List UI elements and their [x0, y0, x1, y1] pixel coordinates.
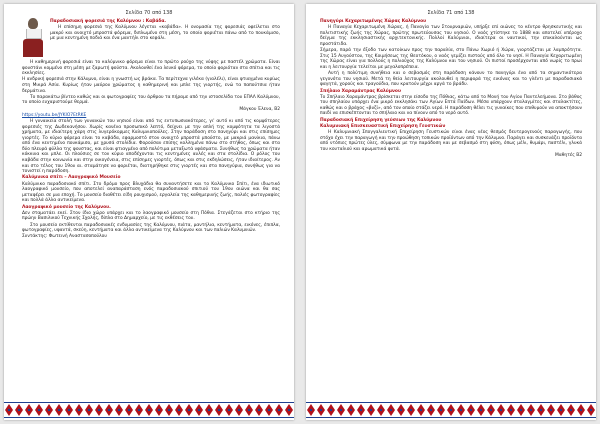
video-link[interactable]: https://youtu.be/JYKIO7EtRKE [22, 112, 87, 118]
border-dot [48, 409, 50, 411]
sub-heading: Καλυμνιακή Επισκευαστική Επιχείρηση Γευστικών [320, 123, 446, 129]
paragraph: Η Παναγία Κεχαριτωμένη Χώρας, ή Παναγία των Στουρναριών, υπήρξε επί αιώνες το κέντρο θρησκευτικής και πολιτιστικής ζωής της Χώρας, πρώτης πρωτεύουσας του νησιού. Ο ναός χτίστηκε το 1888 και αποτελεί υπέροχο δείγμα της εκκλησιαστικής αρχιτεκτονικής. Πολλοί Καλύμνιοι, ιδιαίτερα οι ναυτικοί, την επικαλούνται ως προστάτιδα. [320, 25, 582, 47]
page-number: Σελίδα 71 από 138 [427, 10, 475, 16]
paragraph: Η καθημερινή φορεσιά είναι το καλύμνικο φόρεμα είναι το πρώτο ρούχο της νύφης με παστέλ χρώματα. Είναι φουστάνι κομμένο στη μέση με ζαρωτή φούστα. Ακολουθεί ένα λευκό φόρεμα, το οποίο φοριόταν στα σπίτια και τις εκκλησίες. [22, 60, 280, 77]
author: Μαθητές Β2 [555, 153, 582, 158]
border-dot [88, 409, 90, 411]
paragraph: Η Καλυμνιακή Σπογγαλιευτική Επιχείρηση Γευστικών είναι ένας νέος θεσμός δευτερογενούς παραγωγής, που στόχο έχει την παραγωγή και την προώθηση τοπικών προϊόντων από την Κάλυμνο. Παράγει και συσκευάζει προϊόντα από ντόπιες πρώτες ύλες, σύμφωνα με την παράδοση και με σεβασμό στη φύση, όπως μέλι, θυμάρι, παστέλι, γλυκά του κουταλιού και αρωματικά φυτά. [320, 130, 582, 152]
border-dot [410, 409, 412, 411]
paragraph: Η επίσημη φορεσιά της Καλύμνου λέγεται «καβάδα». Η ονομασία της φορεσιάς οφείλεται στο μακρύ και ανοιχτό μπροστά φόρεμα, διπλωμένο στη μέση, το οποίο φοριέται πάνω από το πουκάμισο, με μια κεντημένη ποδιά και ένα μαντήλι στο κεφάλι. [50, 25, 280, 42]
border-dot [258, 409, 260, 411]
border-dot [470, 409, 472, 411]
border-dot [490, 409, 492, 411]
border-dot [520, 409, 522, 411]
left-header-block [50, 19, 280, 43]
paragraph: Αυτή η πολύτιμη συνήθεια και ο σεβασμός στη παράδοση κάνουν το πανηγύρι ένα από τα σημαντικότερα γεγονότα του νησιού. Μετά τη θεία λειτουργία ακολουθεί η περιφορά της εικόνας και το γλέντι με παραδοσιακά φαγητά, χορούς και τραγούδια, που κρατούν μέχρι αργά το βράδυ. [320, 71, 582, 88]
border-dot [510, 409, 512, 411]
border-dot [560, 409, 562, 411]
border-dot [580, 409, 582, 411]
border-dot [118, 409, 120, 411]
paragraph: Σήμερα, παρά την έξοδο των κατοίκων προς την παραλία, στο Πάνω Χωριό ή Χώρα, γιορτάζεται με λαμπρότητα. Στις 15 Αυγούστου, της Κοιμήσεως της Θεοτόκου, ο ναός γεμίζει πιστούς από όλο το νησί. Η Παναγία Κεχαριτωμένη της Χώρας είναι για πολλούς η πολιούχος της Καλύμνου και του νησιού. Οι πιστοί προσέρχονται από νωρίς το πρωί και η λειτουργία τελείται με μεγαλοπρέπεια. [320, 48, 582, 70]
border-dot [248, 409, 250, 411]
sub-heading: Σπήλαιο Χαραμάντρας Καλύμνου [320, 88, 401, 94]
article-heading: Πανηγύρι Κεχαριτωμένης Χώρας Καλύμνου [320, 19, 427, 24]
border-dot [420, 409, 422, 411]
border-dot [288, 409, 290, 411]
paragraph: Το Σπήλαιο Χαραμάντρας βρίσκεται στην είσοδο της Πόθιας, κάτω από το Μονή του Αγίου Παντελεήμονα. Στο βάθος του σπηλαίου υπάρχει ένα μικρό εκκλησάκι των Αγίων Επτά Παίδων. Μέσα υπάρχουν σταλαγμίτες και σταλακτίτες, καθώς και ο βράχος «βυζί», από τον οποίο στάζει νερό. Η παράδοση θέλει τις γυναίκες που επιθυμούν να αποκτήσουν παιδί να επισκέπτονται το σπήλαιο και να πίνουν από το νερό αυτό. [320, 94, 582, 117]
border-dot [58, 409, 60, 411]
border-dot [158, 409, 160, 411]
paragraph: Η γυναικεία στολή των γυναικών του νησιού είναι από τις εντυπωσιακότερες, γι' αυτό κι από τις κομψότερες φορεσιές της Δωδεκανήσου. Χωρίς κανένα προσωπικό λεπτό, δείχνει με την απλή της κομψότητα τα λιγοστά χρήματα, με ιδιαίτερη χάρη στις λυγερόκορμες Καλυμνιοπούλες. Στην παράδοση στο πανηγύρι και στις επίσημες γιορτές. Το κύριο φόρεμα είναι το καβάδα, εφαρμοστό στον ανοιχτό μπροστά μπούστο, με μακριά μανίκια, πάνω από ένα κεντημένο πουκάμισο, με χρυσά στολίδια. Φορούσαν επίσης κολλημένα πάνω στο στήθος, όπως και στα δύο πλευρά φύλλα της φουστας, και είναι φτιαγμένο από πολύτιμα μεταξωτά υφάσματα. Συνήθως τα χρώματα ήταν κόκκινα και μπλε. Οι πλούσιες σε τον κύριο αποδέχονται τις κεντημένες αυλές και στα στολίδια. Ο ρόλος του καβάδα στην κοινωνία και στην οικογένεια, στις επίσημες γιορτές, όπως και στις εκδηλώσεις, ήταν ιδιαίτερος. Αν και στο τέλος του 19ου αι. σταμάτησε να φοριέται, διατηρήθηκε στις γιορτές και στα πανηγύρια, συνήθως για να τονιστεί η παράδοση. [22, 118, 280, 175]
border-dot [148, 409, 150, 411]
border-dot [278, 409, 280, 411]
border-dot [530, 409, 532, 411]
border-dot [450, 409, 452, 411]
author: Συντάκτης: Φωτεινή Αναστασοπούλου [22, 234, 107, 240]
border-dot [480, 409, 482, 411]
border-dot [168, 409, 170, 411]
border-dot [188, 409, 190, 411]
paragraph: Καλύμνικο παραδοσιακό σπίτι. Στο δρόμο προς Βλυχάδια θα συναντήσετε και το Καλύμνικο Σπίτι, ένα ιδιωτικό λαογραφικό μουσείο, που αποτελεί αναπαράσταση ενός παραδοσιακού σπιτιού του 19ου αιώνα και θα σας μεταφέρει σε μια εποχή. Το μουσείο διαθέτει είδη ρουχισμού, εργαλεία της καθημερινής ζωής, παλιές φωτογραφίες και πολλά άλλα αντικείμενα. [22, 181, 280, 204]
border-dot [390, 409, 392, 411]
border-dot [198, 409, 200, 411]
decorative-border [306, 400, 596, 420]
costume-photo [22, 18, 44, 58]
paragraph: Το παρακάτω βίντεο καθώς και οι φωτογραφίες του άρθρου τα πήραμε από την ιστοσελίδα του ΕΠΑΛ Καλύμνου, το οποίο ευχαριστούμε θερμά. [22, 94, 280, 106]
page-number: Σελίδα 70 από 138 [125, 10, 173, 16]
border-dot [350, 409, 352, 411]
border-dot [550, 409, 552, 411]
border-dot [68, 409, 70, 411]
border-dot [208, 409, 210, 411]
left-page [4, 4, 294, 420]
border-dot [310, 409, 312, 411]
left-body-block [22, 60, 280, 241]
border-dot [178, 409, 180, 411]
border-dot [218, 409, 220, 411]
paragraph: Η ανδρική φορεσιά στην Κάλυμνο, είναι η γνωστή ως βράκα. Τα περίτεχνα γιλέκα (γιαλέλι), είναι φτιαγμένα κυρίως στη Μικρά Ασία. Κυρίως ήταν μαύρου χρώματος η καθημερινή και μπλε της γιορτής, ενώ τα παπούτσια ήταν δερμάτινα. [22, 77, 280, 94]
border-dot [238, 409, 240, 411]
paragraph: Δεν σταματάει εκεί. Στον ίδιο χώρο υπάρχει και το λαογραφικό μουσείο στη Πόθια. Στεγάζεται στο κτήριο της πρώην Βασιλικού Τεχνικής Σχολής, δίπλα στο Δημαρχείο, με τις εκθέσεις του. [22, 210, 280, 222]
article-heading: Παραδοσιακή φορεσιά της Καλύμνου : Καβάδα. [50, 19, 167, 24]
right-body-block [320, 19, 582, 159]
decorative-border [4, 400, 294, 420]
right-page [306, 4, 596, 420]
border-dot [228, 409, 230, 411]
border-dot [440, 409, 442, 411]
border-dot [330, 409, 332, 411]
sub-heading: Παραδοσιακή Επιχείρηση γεύσεων της Καλύμνου [320, 117, 442, 123]
border-dot [268, 409, 270, 411]
border-dot [430, 409, 432, 411]
border-dot [78, 409, 80, 411]
border-dot [590, 409, 592, 411]
border-dot [128, 409, 130, 411]
sub-heading: Λαογραφικό μουσείο της Καλύμνου. [22, 204, 111, 210]
credit: Μάγκου Έλενα, Β2 [239, 106, 280, 112]
border-dot [500, 409, 502, 411]
border-dot [138, 409, 140, 411]
border-dot [400, 409, 402, 411]
border-dot [370, 409, 372, 411]
border-dot [8, 409, 10, 411]
border-dot [38, 409, 40, 411]
border-dot [460, 409, 462, 411]
border-dot [18, 409, 20, 411]
border-dot [380, 409, 382, 411]
border-dot [340, 409, 342, 411]
border-dot [360, 409, 362, 411]
paragraph: Στο μουσείο εκτίθενται παραδοσιακές ενδυμασίες της Καλύμνου, πιάτα, μαντήλια, κεντήματα, εικόνες, έπιπλα, φωτογραφίες, υφαντά, σκεύη, κεντήματα και άλλα αντικείμενα της Καλύμνου και των παλιών Καλυμνιών. [22, 222, 280, 234]
border-dot [98, 409, 100, 411]
border-dot [108, 409, 110, 411]
sub-heading: Καλύμνικα σπίτι – Λαογραφικό Μουσείο [22, 175, 121, 181]
border-dot [540, 409, 542, 411]
border-dot [320, 409, 322, 411]
border-dot [28, 409, 30, 411]
border-dot [570, 409, 572, 411]
